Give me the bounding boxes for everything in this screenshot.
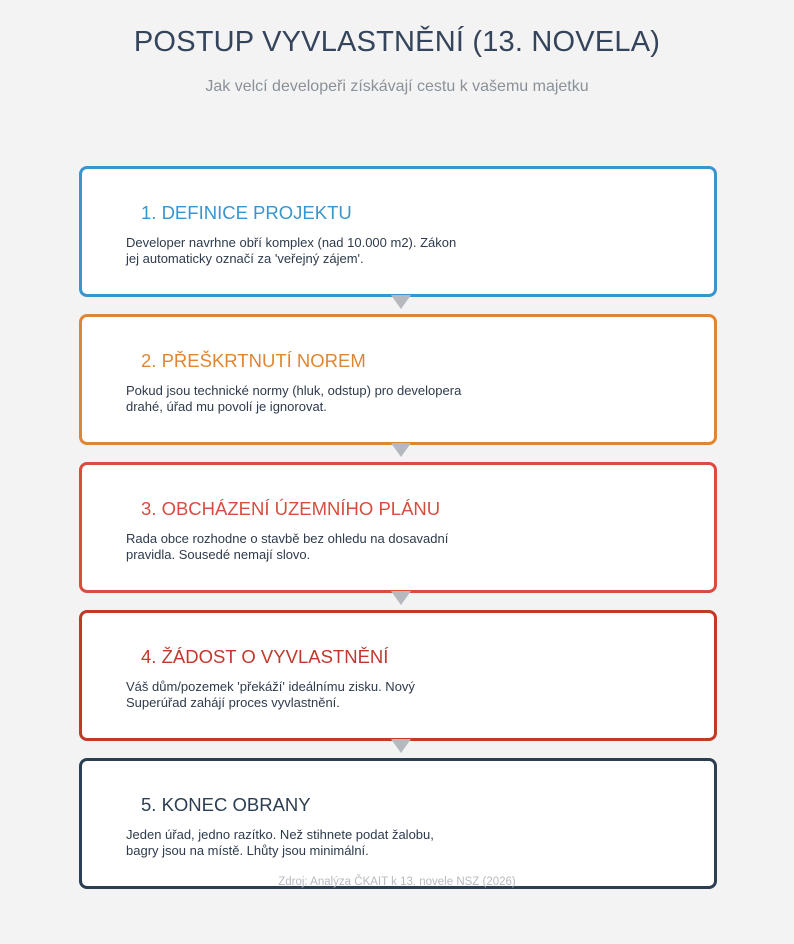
source-note: Zdroj: Analýza ČKAIT k 13. novele NSZ (2026)	[278, 876, 516, 888]
step-heading-text: 3. OBCHÁZENÍ ÚZEMNÍHO PLÁNU	[141, 498, 441, 519]
down-arrow-icon	[391, 591, 411, 605]
step-card-5	[79, 758, 717, 889]
step-heading	[128, 498, 440, 520]
page-title: POSTUP VYVLASTNĚNÍ (13. NOVELA)	[133, 26, 661, 58]
step-card-4	[79, 610, 717, 741]
step-card-1	[79, 166, 717, 297]
step-heading-text: 4. ŽÁDOST O VYVLASTNĚNÍ	[141, 646, 389, 667]
step-card-3	[79, 462, 717, 593]
step-heading-text: 5. KONEC OBRANY	[141, 794, 311, 815]
process-flow	[79, 166, 717, 889]
step-description: Pokud jsou technické normy (hluk, odstup) pro developera drahé, úřad mu povolí je ignorovat.	[126, 383, 462, 414]
step-description: Developer navrhne obří komplex (nad 10.000 m2). Zákon jej automaticky označí za 'veřejný zájem'.	[126, 235, 457, 266]
down-arrow-icon	[391, 443, 411, 457]
step-description: Váš dům/pozemek 'překáží' ideálnímu zisku. Nový Superúřad zahájí proces vyvlastnění.	[126, 679, 415, 710]
down-arrow-icon	[391, 295, 411, 309]
step-heading	[128, 794, 311, 816]
step-card-2	[79, 314, 717, 445]
step-heading	[128, 646, 388, 668]
step-heading-text: 2. PŘEŠKRTNUTÍ NOREM	[141, 350, 366, 371]
down-arrow-icon	[391, 739, 411, 753]
step-heading	[128, 202, 352, 224]
step-description: Rada obce rozhodne o stavbě bez ohledu na dosavadní pravidla. Sousedé nemají slovo.	[126, 531, 449, 562]
step-heading	[128, 350, 366, 372]
step-heading-text: 1. DEFINICE PROJEKTU	[141, 202, 352, 223]
step-description: Jeden úřad, jedno razítko. Než stihnete podat žalobu, bagry jsou na místě. Lhůty jsou minimální.	[126, 827, 434, 858]
page-subtitle: Jak velcí developeři získávají cestu k vašemu majetku	[205, 78, 589, 95]
